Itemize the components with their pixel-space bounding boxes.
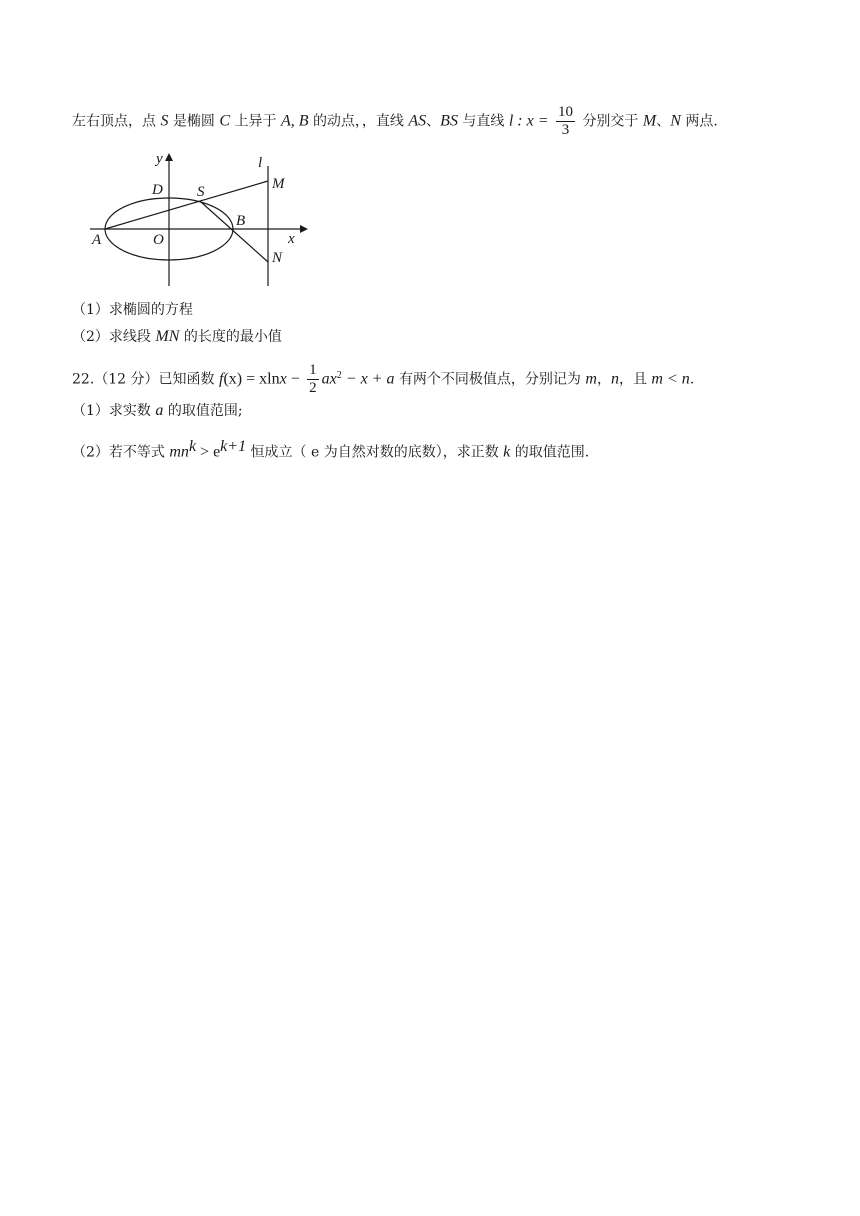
label-n: N <box>272 250 283 266</box>
y-axis-arrow <box>165 153 173 161</box>
problem-21-statement-tail: 左右顶点，点 S 是椭圆 C 上异于 A, B 的动点，，直线 AS、BS 与直线 l : x = $\frac{10}{3}$ 分别交于 M、N 两点. <box>72 104 718 138</box>
label-l: l <box>258 155 263 171</box>
label-b: B <box>236 213 246 229</box>
ellipse-diagram <box>86 150 316 292</box>
question-21-2: （2）求线段 MN 的长度的最小值 <box>72 328 282 345</box>
question-22-1: （1）求实数 a 的取值范围; <box>72 402 243 419</box>
label-x: x <box>288 231 295 247</box>
label-d: D <box>152 182 163 198</box>
question-21-1: （1）求椭圆的方程 <box>72 302 193 318</box>
label-o: O <box>153 232 164 248</box>
fraction-10-3: $\frac{10}{3}$ <box>557 104 573 138</box>
problem-22-statement: 22.（12 分）已知函数 f(x) = xlnx − $\frac{1}{2}$ $ax^2 - x + a$ 有两个不同极值点，分别记为 m，n，且 m < n. <box>72 362 695 396</box>
label-y: y <box>156 151 163 167</box>
label-m: M <box>272 176 285 192</box>
x-axis-arrow <box>300 225 308 233</box>
fraction-1-2: $\frac{1}{2}$ <box>309 362 317 396</box>
question-22-2: （2）若不等式 $mn^k > e^{k+1}$ 恒成立（ e 为自然对数的底数），求正数 k 的取值范围. <box>72 438 590 461</box>
label-a: A <box>92 232 102 248</box>
label-s: S <box>197 184 205 200</box>
